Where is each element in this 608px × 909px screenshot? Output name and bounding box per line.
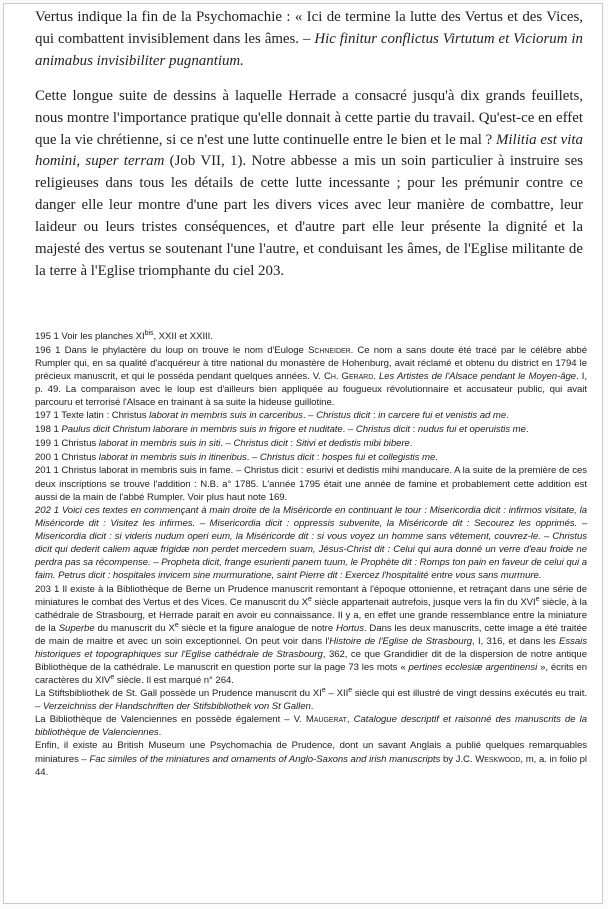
footnote-stgall-text-a: La Stiftsbibliothek de St. Gall possède un Prudence manuscrit du XI [35,688,322,700]
footnote-195-text: 195 1 Voir les planches XI [35,331,145,342]
footnote-197 [35,409,587,422]
footnote-203-italic-4: Essais historiques et topographiques sur l'Eglise cathédrale de Strasbourg [35,636,587,661]
footnotes [35,330,587,779]
footnote-203-text-e: siècle et la figure analogue de notre [178,623,336,635]
footnote-196-title: Les Artistes de l'Alsace pendant le Moyen-âge [378,370,577,382]
footnote-199 [35,437,587,450]
footnote-197-text-c: : [370,410,379,422]
footnote-196-text-a: 196 1 Dans le phylactère du loup on trouve le nom d'Euloge [35,344,309,356]
footnote-200-text-c: : [314,451,322,463]
footnote-stgall-sup-2: e [348,687,353,695]
footnote-202-text: 202 1 Voici ces textes en commençant à main droite de la Miséricorde en continuant le tour : Misericordia dicit : infirmos visitate, la Miséricorde dit : Visitez les infirmes. – Misericordia dicit : oppressis subvenite, la Miséricorde dit : Secourez les opprimés. – Misericordia dicit : si videris nudum operi eum, la Miséricorde dit : si vous voyez un homme sans vêtement, couvrez-le. – Christus dicit qui dederit caliem aquæ frigidæ non perdet mercedem suam, Jésus-Christ dit : Celui qui aura donné un verre d'eau froide ne perdra pas sa récompense. – Propheta dicit, frange esurienti panem tuum, le Prophète dit : Romps ton pain en faveur de celui qui a faim. Petrus dicit : hospitales invicem sine murmuratione, saint Pierre dit : Exercez l'hospitalité entre vous sans murmure. [35,505,587,582]
footnote-203-text-f: . Dans les deux manuscrits, cette image a été traitée de main de maitre et avec un soin exceptionnel. On peut voir dans l' [35,623,588,648]
footnote-199-text-c: : [287,438,296,450]
footnote-200-latin-3: hospes fui et collegistis me [321,451,436,463]
paragraph-2-latin: Militia est vita homini, super terram [35,131,583,170]
footnote-198-latin-1: Paulus dicit Christum laborare in membris suis in frigore et nuditate [61,423,343,435]
footnote-197-latin-1: laborat in membris suis in carceribus [149,410,303,422]
main-text [35,7,583,283]
footnote-bm-title: Fac similes of the miniatures and ornaments of Anglo-Saxons and irish manuscripts [89,753,441,765]
footnote-203-italic-3: Histoire de l'Eglise de Strasbourg [329,636,473,648]
footnote-197-text-d: . [506,410,509,422]
footnote-203-sup-3: e [174,621,179,629]
footnote-198-text-a: 198 1 [35,423,62,435]
footnote-195 [35,330,587,343]
footnote-197-latin-3: in carcere fui et venistis ad me [378,410,507,422]
footnote-198-text-b: . – [342,423,356,435]
footnote-valenciennes-text-c: . [158,727,162,739]
footnote-bm-author: Weskwood [475,753,521,765]
footnote-stgall-text-b: – XII [325,688,349,700]
footnote-stgall-text-d: . [310,701,314,713]
footnote-stgall [35,687,587,713]
footnote-stgall-title: Verzeichniss der Handschriften der Stifsbibliothek von St Gallen [42,701,311,713]
footnote-valenciennes-text-a: La Bibliothèque de Valenciennes en possède également – V. [35,714,306,726]
footnote-203-italic-5: pertines ecclesiæ argentinensi [408,662,538,674]
footnote-199-latin-3: Sitivi et dedistis mibi bibere [295,438,410,450]
paragraph-2-text-b: (Job VII, 1). Notre abbesse a mis un soin particulier à instruire ses religieuses dans tous les détails de cette lutte incessante ; pour les prémunir contre ce danger elle leur montre d'une part les divers vices avec leur manière de combattre, leur laideur ou leurs tristes conséquences, et d'autre part elle leur présente la dignité et la majesté des vertus se soutenant l'une l'autre, et conduisant les âmes, de l'Eglise militante de la terre à l'Eglise triomphante du ciel 203. [35,153,583,279]
footnote-bm-text-c: , m, a. in folio pl 44. [35,753,587,778]
paragraph-1 [35,7,583,73]
footnote-199-latin-2: Christus dicit [233,438,288,450]
footnote-196-text-d: . I, p. 49. La comparaison avec le loup est d'ailleurs bien appliquée au fougueux révolutionnaire et accusateur public, qui avait parcouru et terrorisé l'Alsace en trainant à sa suite la hideuse guillotine. [35,370,587,408]
footnote-198-latin-2: Christus dicit [355,423,411,435]
footnote-valenciennes-title: Catalogue descriptif et raisonné des manuscrits de la bibliothèque de Valenciennes [35,714,587,739]
footnote-203-italic-1: Superbe [58,623,95,635]
footnote-200 [35,451,587,464]
footnote-200-text-a: 200 1 Christus [35,451,99,463]
footnote-196 [35,344,587,409]
footnote-bm-text-a: Enfin, il existe au British Museum une Psychomachia de Prudence, dont un savant Anglais a publié quelques remarquables miniatures – [35,740,587,765]
footnote-british-museum [35,739,587,778]
footnote-203-text-k: siècle. Il est marqué n° 264. [114,675,234,687]
footnote-195-text-b: , XXII et XXIII. [153,331,213,342]
page-frame [3,3,603,904]
footnote-197-text-a: 197 1 Texte latin : Christus [35,410,150,422]
footnote-203-text-a: 203 1 Il existe à la Bibliothèque de Berne un Prudence manuscrit remontant à l'époque ottonienne, et retraçant dans une série de miniatures le combat des Vertus et des Vices. Ce manuscrit du X [35,583,587,608]
footnote-199-text-a: 199 1 Christus [35,438,99,450]
paragraph-2 [35,86,583,283]
paragraph-2-text-a: Cette longue suite de dessins à laquelle Herrade a consacré jusqu'à dix grands feuillets, nous montre l'importance pratique qu'elle donnait à cette partie du travail. Qu'est-ce en effet que la vie chrétienne, si ce n'est une lutte continuelle entre le bien et le mal ? [35,87,583,148]
footnote-198-text-d: . [525,423,529,435]
footnote-203-sup-1: e [307,595,312,603]
footnote-196-text-b: . Ce nom a sans doute été tracé par le célèbre abbé Rumpler qui, en sa qualité d'acquéreur à titre national du monastère de Hohenburg, avait réclamé et obtenu du district en 1794 le précieux manuscrit, et qui le posséda pendant quelques années. V. [35,344,587,382]
footnote-valenciennes [35,713,587,739]
footnote-201: 201 1 Christus laborat in membris suis in fame. – Christus dicit : esurivi et dedistis mihi manducare. A la suite de la première de ces deux inscriptions se trouve l'addition : N.B. a° 1785. L'année 1795 était une année de famine et probablement cette addition est aussi de la main de l'abbé Rumpler. Voir plus haut note 169. [35,465,587,503]
footnote-valenciennes-author: Maugerat [305,714,347,726]
footnote-199-latin-1: laborat in membris suis in siti [98,438,221,450]
paragraph-1-text: Vertus indique la fin de la Psychomachie : « Ici de termine la lutte des Vertus et des Vices, qui combattent invisiblement dans les âmes. – [35,9,583,47]
footnote-195-sup: bis [144,329,154,337]
footnote-197-text-b: . – [302,410,317,422]
footnote-203-italic-2: Hortus [335,623,364,635]
footnote-203-text-g: , I, 316, et dans les [472,636,560,648]
footnote-198 [35,423,587,436]
footnote-199-text-d: . [409,438,413,450]
footnote-203-text-h: , 362, ce que Grandidier dit de la dispersion de notre antique Bibliothèque de la cathédrale. Le manuscrit en question porte sur la page 73 les mots « [35,649,587,674]
footnote-202 [35,504,587,582]
footnote-200-latin-2: Christus dicit [259,451,315,463]
footnote-199-text-b: . – [220,438,234,450]
footnote-203 [35,583,587,687]
footnote-203-text-b: siècle appartenait autrefois, jusque vers la fin du XVI [311,596,536,608]
footnote-203-text-c: siècle, à la cathédrale de Strasbourg, et Herrade parait en avoir eu connaissance. Il y a, en effet une grande ressemblance entre la miniature de la [35,596,588,635]
footnote-203-text-j: », écrits en caractères du XIV [35,662,587,687]
footnote-200-text-b: . – [246,451,260,463]
footnote-stgall-sup-1: e [321,687,326,695]
footnote-197-latin-2: Christus dicit [316,410,371,422]
footnote-bm-text-b: by J.C. [440,753,476,765]
footnote-203-text-d: du manuscrit du X [94,623,175,635]
footnote-203-sup-2: e [535,595,540,603]
footnote-200-latin-1: laborat in membris suis in itineribus [98,451,247,463]
footnote-200-text-d: . [435,451,438,463]
footnote-198-latin-3: nudus fui et operuistis me [417,423,526,435]
footnote-196-ref-author: Ch. Gerard [323,370,374,382]
footnote-valenciennes-text-b: , [346,714,354,726]
footnote-stgall-text-c: siècle qui est illustré de vingt dessins exécutés eu trait. – [35,688,587,713]
footnote-196-text-c: . [373,370,379,382]
footnote-198-text-c: : [410,423,418,435]
paragraph-1-latin: Hic finitur conflictus Virtutum et Viciorum in animabus invisibiliter pugnantium. [35,30,583,69]
footnote-196-author: Schneider [308,344,351,356]
footnote-203-sup-4: e [110,674,115,682]
